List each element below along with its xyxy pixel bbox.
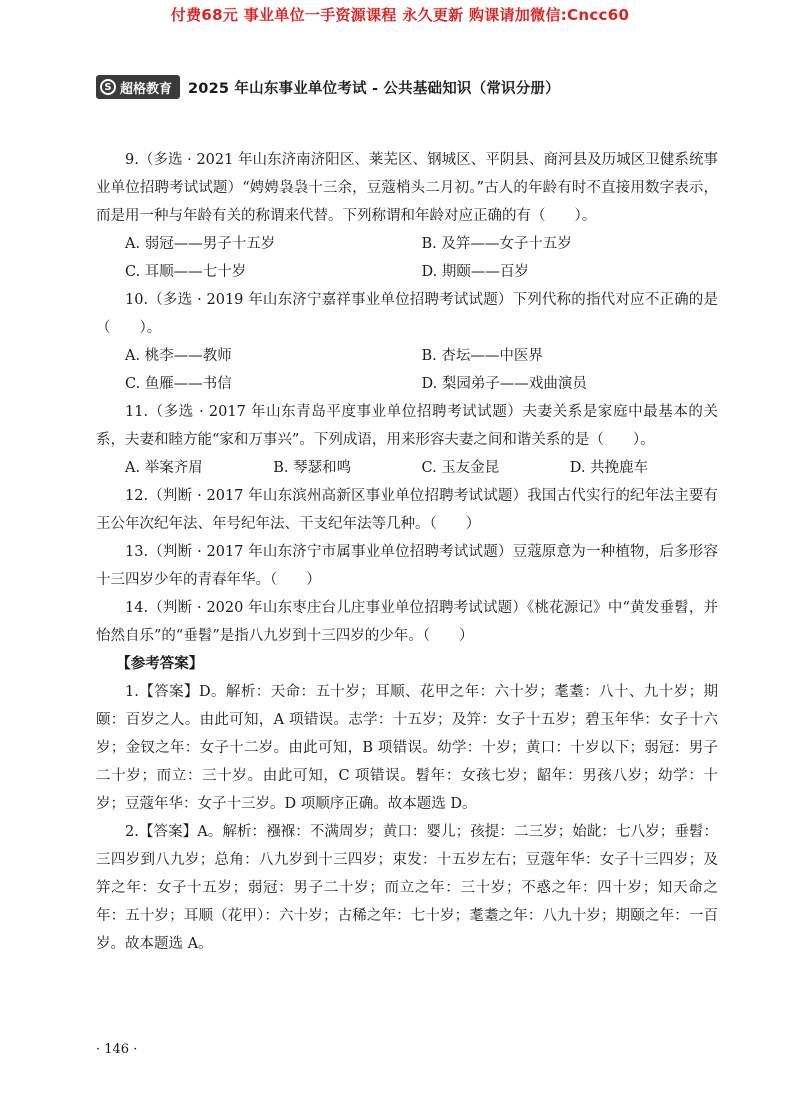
promo-banner: 付费68元 事业单位一手资源课程 永久更新 购课请加微信:Cncc60 <box>170 6 630 24</box>
question-stem: 13.（判断 · 2017 年山东济宁市属事业单位招聘考试试题）豆蔻原意为一种植物，后多形容十三四岁少年的青春年华。（ ） <box>96 544 718 588</box>
logo-icon: S <box>100 79 116 95</box>
page-header <box>96 74 716 100</box>
option-item: B. 琴瑟和鸣 <box>273 460 352 476</box>
option-item: D. 期颐——百岁 <box>421 264 529 280</box>
option-item: A. 弱冠——男子十五岁 <box>125 236 276 252</box>
option-item: D. 梨园弟子——戏曲演员 <box>421 376 587 392</box>
option-item: A. 举案齐眉 <box>125 460 203 476</box>
question-stem: 12.（判断 · 2017 年山东滨州高新区事业单位招聘考试试题）我国古代实行的纪年法主要有王公年次纪年法、年号纪年法、干支纪年法等几种。（ ） <box>96 488 718 532</box>
logo-text: 超格教育 <box>120 81 173 97</box>
page-content <box>96 146 718 958</box>
header-title: 2025 年山东事业单位考试 - 公共基础知识（常识分册） <box>188 80 560 97</box>
question-options <box>96 230 718 286</box>
answer-paragraph: 2.【答案】A。解析：襁褓：不满周岁；黄口：婴儿；孩提：二三岁；始龀：七八岁；垂髫：三四岁到八九岁；总角：八九岁到十三四岁；束发：十五岁左右；豆蔻年华：女子十三四岁；及笄之年：女子十五岁；弱冠：男子二十岁；而立之年：三十岁；不惑之年：四十岁；知天命之年：五十岁；耳顺（花甲）：六十岁；古稀之年：七十岁；耄耋之年：八九十岁；期颐之年：一百岁。故本题选 A。 <box>96 824 718 952</box>
option-item: A. 桃李——教师 <box>125 348 232 364</box>
option-item: B. 杏坛——中医界 <box>421 348 543 364</box>
question-options <box>96 342 718 398</box>
question-stem: 9.（多选 · 2021 年山东济南济阳区、莱芜区、钢城区、平阴县、商河县及历城区卫健系统事业单位招聘考试试题）“娉娉袅袅十三余，豆蔻梢头二月初。”古人的年龄有时不直接用数字表示，而是用一种与年龄有关的称谓来代替。下列称谓和年龄对应正确的有（ ）。 <box>96 152 718 224</box>
question-stem: 10.（多选 · 2019 年山东济宁嘉祥事业单位招聘考试试题）下列代称的指代对应不正确的是（ ）。 <box>96 292 718 336</box>
question-stem: 14.（判断 · 2020 年山东枣庄台儿庄事业单位招聘考试试题）《桃花源记》中“黄发垂髫，并怡然自乐”的“垂髫”是指八九岁到十三四岁的少年。（ ） <box>96 600 718 644</box>
option-item: C. 鱼雁——书信 <box>125 376 232 392</box>
page-number: · 146 · <box>96 1042 138 1057</box>
answer-paragraph: 1.【答案】D。解析：天命：五十岁；耳顺、花甲之年：六十岁；耄耋：八十、九十岁；期颐：百岁之人。由此可知，A 项错误。志学：十五岁；及笄：女子十五岁；碧玉年华：女子十六岁；金钗之年：女子十二岁。由此可知，B 项错误。幼学：十岁；黄口：十岁以下；弱冠：男子二十岁；而立：三十岁。由此可知，C 项错误。髫年：女孩七岁；龆年：男孩八岁；幼学：十岁；豆蔻年华：女子十三岁。D 项顺序正确。故本题选 D。 <box>96 684 718 812</box>
option-item: D. 共挽鹿车 <box>569 460 649 476</box>
answers-heading: 【参考答案】 <box>116 655 204 672</box>
brand-logo <box>96 75 180 99</box>
option-item: C. 耳顺——七十岁 <box>125 264 247 280</box>
question-options <box>96 454 718 482</box>
option-item: C. 玉友金昆 <box>421 460 500 476</box>
question-stem: 11.（多选 · 2017 年山东青岛平度事业单位招聘考试试题）夫妻关系是家庭中最基本的关系，夫妻和睦方能“家和万事兴”。下列成语，用来形容夫妻之间和谐关系的是（ ）。 <box>96 404 718 448</box>
option-item: B. 及笄——女子十五岁 <box>421 236 572 252</box>
